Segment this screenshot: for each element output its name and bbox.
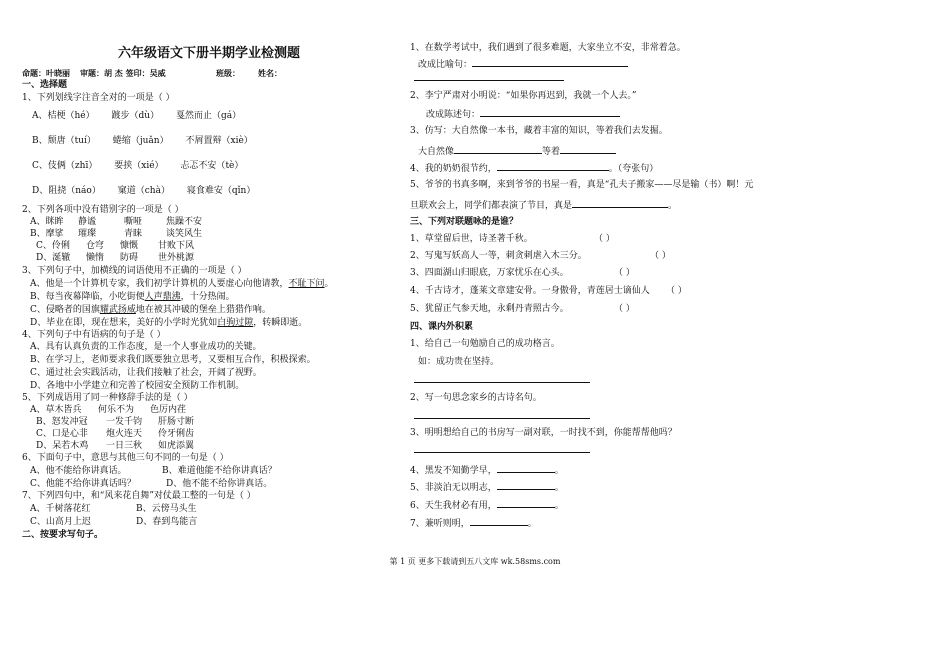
w3-blank-2[interactable]: [560, 144, 616, 154]
couplet-2-answer[interactable]: （ ）: [650, 251, 671, 261]
k6-line: 6、天生我材必有用， 。: [410, 498, 564, 512]
k6-blank[interactable]: [497, 498, 555, 508]
q2-option-a: A、眯眸 静谧 嘶哑 焦躁不安: [30, 217, 203, 227]
page-footer: 第 1 页 更多下载请到五八文库 wk.58sms.com: [389, 557, 561, 566]
meta-class: 班级：: [216, 69, 240, 78]
q7-stem: 7、下列四句中，和“风来花自舞”对仗最工整的一句是（ ）: [22, 491, 256, 501]
w3-stem: 3、仿写：大自然像一本书，藏着丰富的知识，等着我们去发掘。: [410, 126, 668, 136]
meta-author: 命题：叶晓丽: [22, 69, 70, 78]
q5-option-d: D、呆若木鸡 一日三秋 如虎添翼: [36, 441, 195, 451]
meta-reviewer: 审题：胡 杰 签印：吴威: [80, 69, 166, 78]
q4-option-c: C、通过社会实践活动，让我们接触了社会，开阔了视野。: [30, 368, 262, 378]
couplet-1-answer[interactable]: （ ）: [594, 234, 615, 244]
q1-stem: 1、下列划线字注音全对的一项是（ ）: [22, 93, 175, 103]
w3-prompt: 大自然像 等着: [418, 144, 616, 158]
q5-option-c: C、口是心非 炮火连天 伶牙俐齿: [36, 429, 195, 439]
q2-option-b: B、摩挲 璀璨 青睐 谈笑风生: [30, 229, 203, 239]
q4-option-b: B、在学习上，老师要求我们既要独立思考，又要相互合作，积极探索。: [30, 355, 316, 365]
q1-option-c: C、伎俩（zhī） 要挟（xié） 忐忑不安（tè）: [32, 161, 244, 171]
k1-stem: 1、给自己一句勉励自己的成功格言。: [410, 339, 560, 349]
w1-stem: 1、在数学考试中，我们遇到了很多难题，大家坐立不安，非常着急。: [410, 43, 686, 53]
q3-option-b: B、每当夜幕降临，小吃街便人声鼎沸，十分热闹。: [30, 292, 235, 302]
w2-stem: 2、李宁严肃对小明说：“如果你再迟到，我就一个人去。”: [410, 91, 637, 101]
k3-answer-line[interactable]: [414, 452, 590, 453]
q6-stem: 6、下面句子中，意思与其他三句不同的一句是（ ）: [22, 453, 229, 463]
w5-line-1: 5、爷爷的书真多啊，来到爷爷的书屋一看，真是“孔夫子搬家——尽是输（书）啊！元: [410, 180, 754, 190]
q5-option-a: A、草木皆兵 何乐不为 色厉内荏: [30, 405, 187, 415]
q2-stem: 2、下列各项中没有错别字的一项是（ ）: [22, 205, 184, 215]
q2-option-d: D、涎辙 懒惰 防碍 世外桃源: [36, 253, 195, 263]
couplet-4: 4、千古诗才，蓬莱文章建安骨。一身傲骨，青莲居士谪仙人: [410, 286, 650, 296]
q6-option-b: B、难道他能不给你讲真话？: [162, 466, 277, 476]
q4-option-d: D、各地中小学建立和完善了校园安全预防工作机制。: [30, 381, 245, 391]
q4-option-a: A、具有认真负责的工作态度，是一个人事业成功的关键。: [30, 342, 262, 352]
q1-option-a: A、桔梗（hé） 踱步（dù） 戛然而止（gá）: [32, 111, 242, 121]
q5-option-b: B、怒发冲冠 一发千钧 肝肠寸断: [36, 417, 195, 427]
q7-option-a: A、千树落花红: [30, 504, 91, 514]
k1-answer-line[interactable]: [414, 382, 590, 383]
w2-prompt: 改成陈述句：: [426, 107, 620, 121]
couplet-2: 2、写鬼写妖高人一等，刺贪刺虐入木三分。: [410, 251, 587, 261]
section-4-heading: 四、课内外积累: [410, 322, 474, 332]
couplet-3: 3、四面湖山归眼底，万家忧乐在心头。: [410, 268, 569, 278]
q7-option-d: D、春到鸟能言: [136, 517, 198, 527]
meta-name: 姓名：: [258, 69, 282, 78]
section-1-heading: 一、选择题: [22, 80, 68, 90]
k4-line: 4、黑发不知勤学早， 。: [410, 463, 564, 477]
k5-blank[interactable]: [497, 480, 555, 490]
q2-option-c: C、伶俐 仓穹 慷慨 甘败下风: [36, 241, 195, 251]
q1-option-d: D、阻挠（náo） 窠道（chà） 寝食难安（qǐn）: [32, 186, 256, 196]
w4-line: 4、我的奶奶很节约， 。（夸张句）: [410, 161, 658, 175]
q6-option-c: C、他能不给你讲真话吗？: [30, 479, 136, 489]
q6-option-a: A、他不能给你讲真话。: [30, 466, 127, 476]
couplet-1: 1、草堂留后世，诗圣著千秋。: [410, 234, 533, 244]
section-2-heading: 二、按要求写句子。: [22, 530, 104, 540]
w5-blank[interactable]: [572, 198, 668, 208]
w1-answer-line[interactable]: [414, 80, 564, 81]
couplet-5: 5、犹留正气参天地，永剩丹青照古今。: [410, 304, 569, 314]
q3-option-a: A、他是一个计算机专家，我们初学计算机的人要虚心向他请教，不耻下问。: [30, 279, 334, 289]
k5-line: 5、非淡泊无以明志， 。: [410, 480, 564, 494]
couplet-3-answer[interactable]: （ ）: [614, 268, 635, 278]
page-title: 六年级语文下册半期学业检测题: [118, 46, 301, 61]
k7-line: 7、兼听则明， 。: [410, 516, 537, 530]
k2-stem: 2、写一句思念家乡的古诗名句。: [410, 393, 542, 403]
q7-option-c: C、山高月上迟: [30, 517, 91, 527]
w5-line-2: 旦联欢会上，同学们都表演了节目，真是 。: [410, 198, 677, 212]
k4-blank[interactable]: [497, 463, 555, 473]
q6-option-d: D、他不能不给你讲真话。: [166, 479, 273, 489]
k2-answer-line[interactable]: [414, 418, 590, 419]
section-3-heading: 三、下列对联题咏的是谁？: [410, 217, 519, 227]
k1-example: 如：成功贵在坚持。: [418, 357, 500, 367]
k3-stem: 3、明明想给自己的书房写一副对联，一时找不到，你能帮帮他吗？: [410, 428, 677, 438]
q3-option-c: C、侵略者的国旗耀武扬威地在被其冲破的堡垒上猎猎作响。: [30, 305, 271, 315]
q4-stem: 4、下列句子中有语病的句子是（ ）: [22, 330, 166, 340]
q3-option-d: D、毕业在即，现在想来，美好的小学时光犹如白驹过隙，转瞬即逝。: [30, 318, 308, 328]
q1-option-b: B、颓唐（tuí） 蜷缩（juǎn） 不屑置辩（xiè）: [32, 136, 253, 146]
q3-stem: 3、下列句子中，加横线的词语使用不正确的一项是（ ）: [22, 266, 247, 276]
w2-answer-blank[interactable]: [480, 107, 620, 117]
q7-option-b: B、云傍马头生: [136, 504, 197, 514]
q5-stem: 5、下列成语用了同一种修辞手法的是（ ）: [22, 393, 193, 403]
k7-blank[interactable]: [470, 516, 528, 526]
couplet-4-answer[interactable]: （ ）: [666, 286, 687, 296]
w1-prompt: 改成比喻句：: [418, 57, 628, 71]
w3-blank-1[interactable]: [454, 144, 542, 154]
w1-answer-blank[interactable]: [472, 57, 628, 67]
w4-blank[interactable]: [497, 161, 609, 171]
couplet-5-answer[interactable]: （ ）: [614, 304, 635, 314]
